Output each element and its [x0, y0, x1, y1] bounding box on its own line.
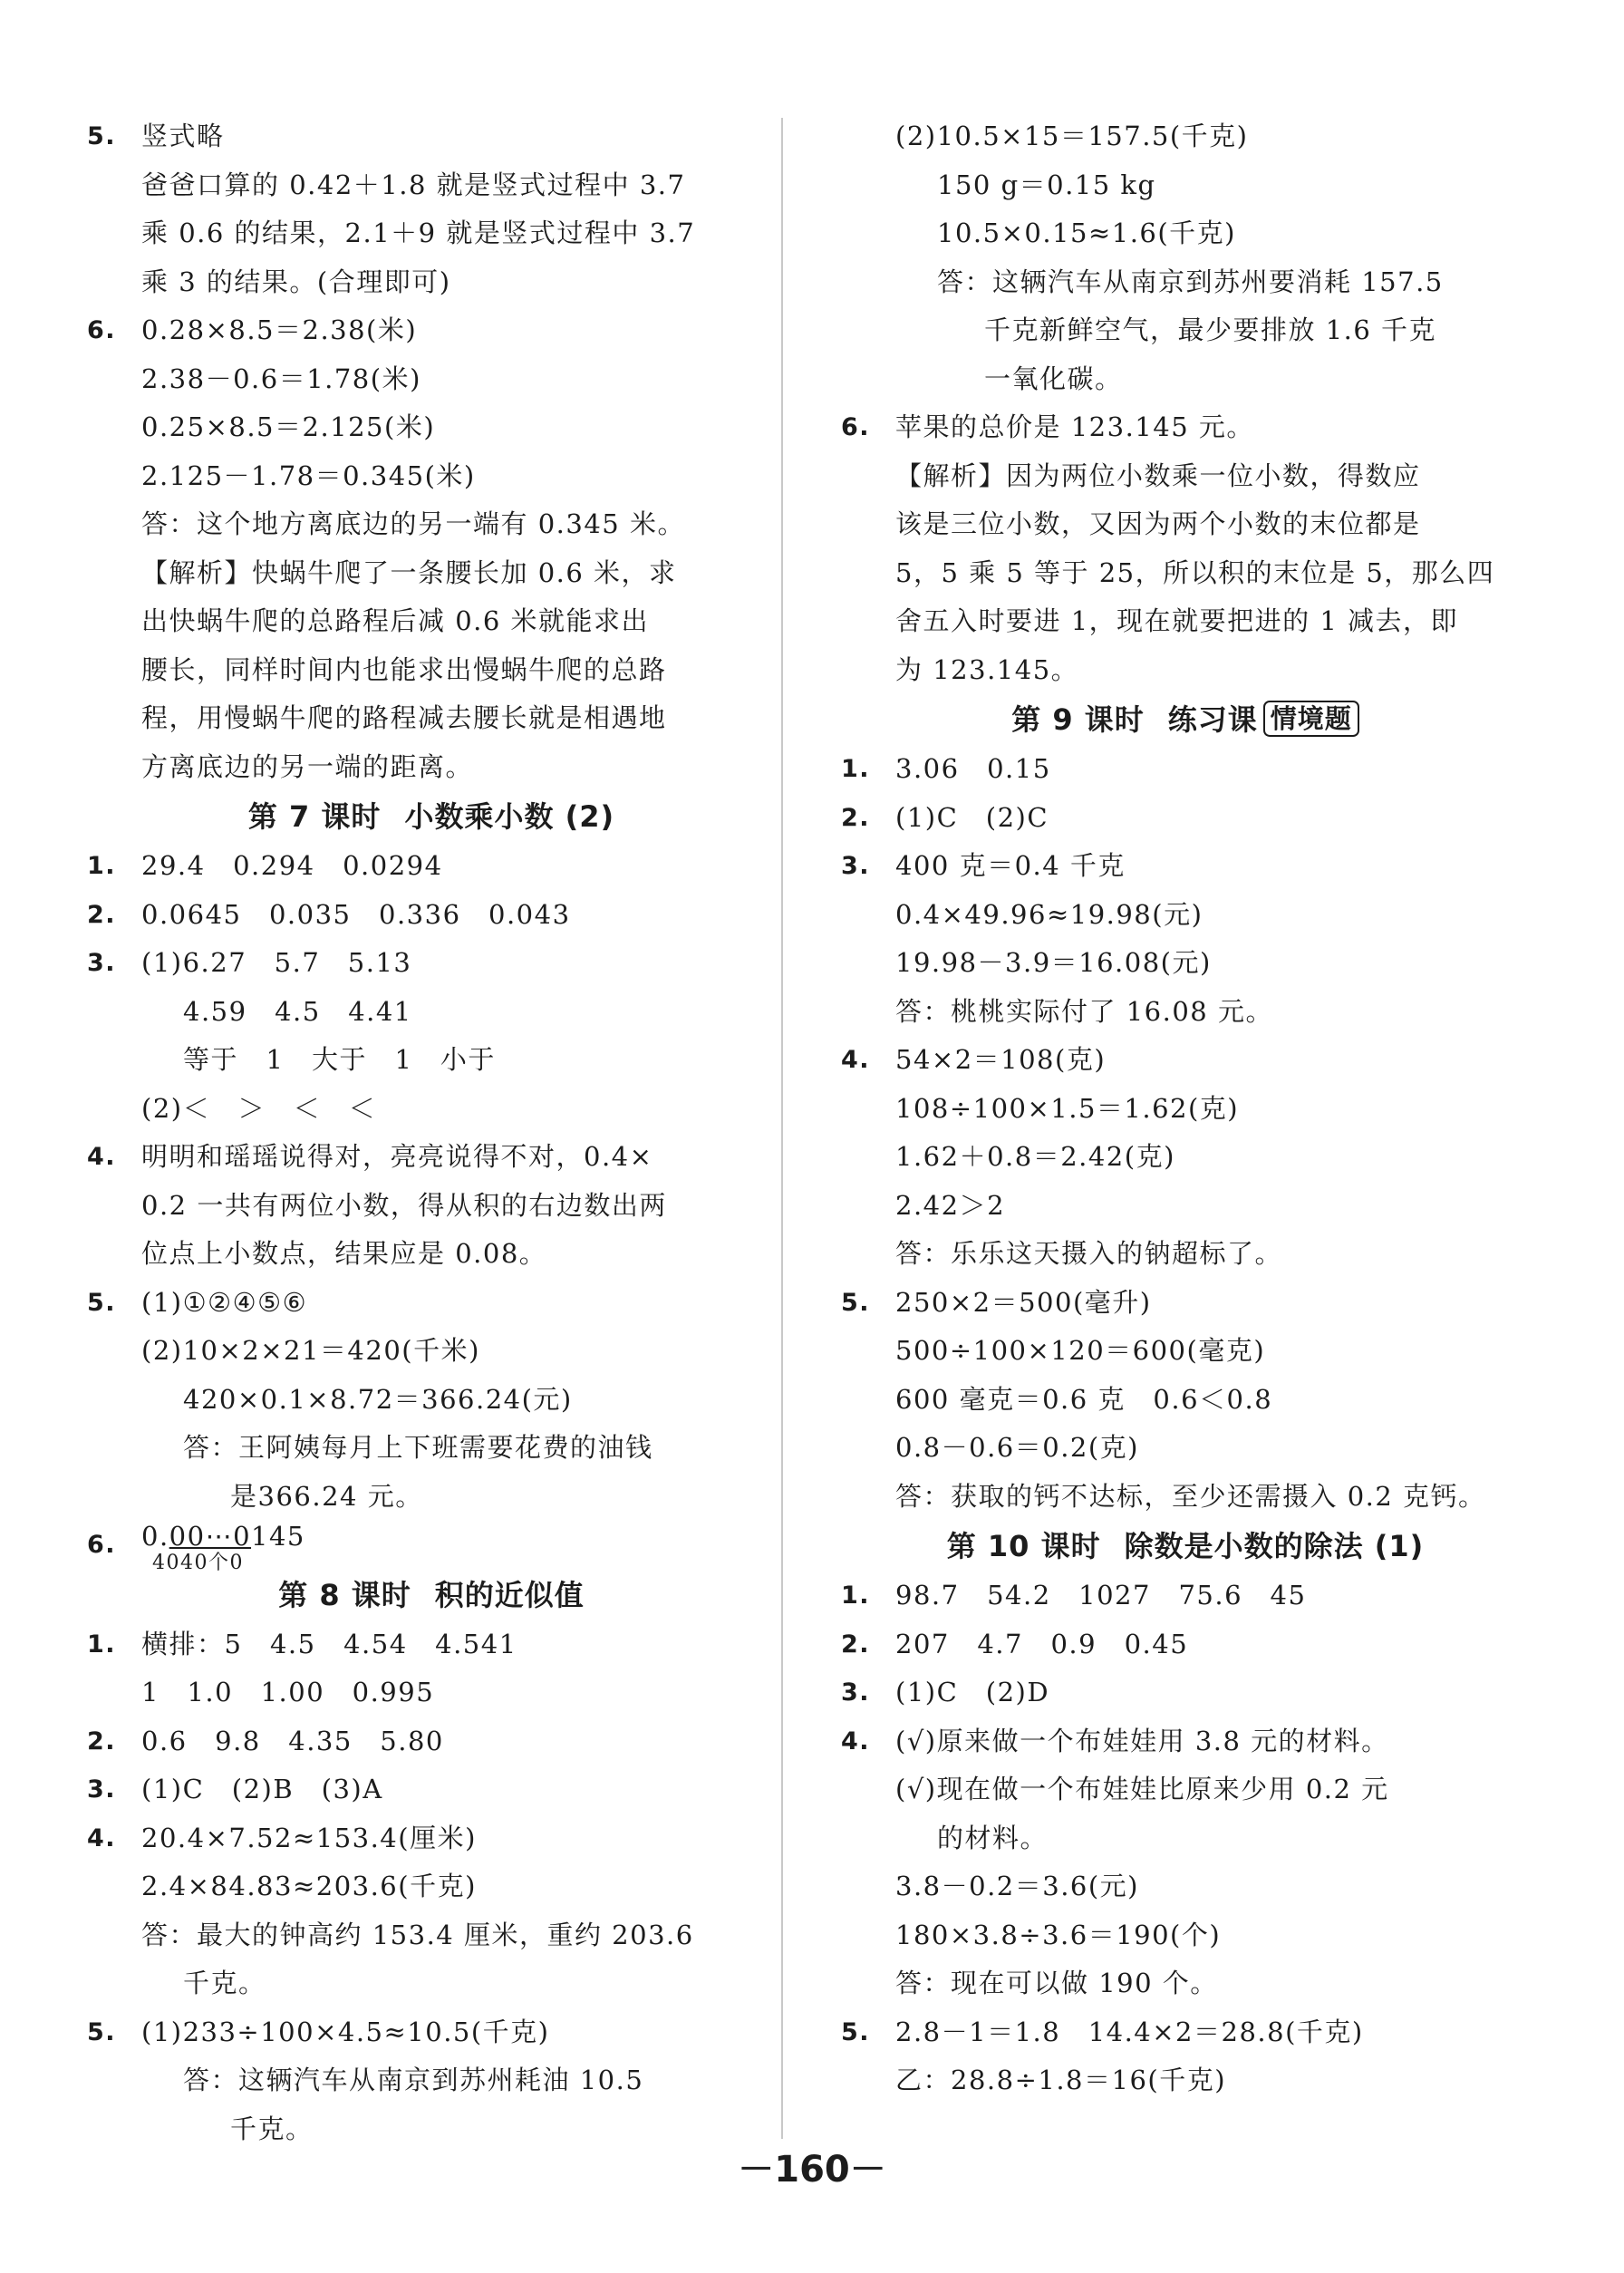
lesson-title: 小数乘小数 (2) [404, 799, 615, 834]
answer-continuation-line [87, 549, 776, 598]
answer-text: 2.42＞2 [895, 1189, 1006, 1221]
answer-continuation-line [87, 1376, 776, 1425]
answer-continuation-line [841, 1327, 1530, 1376]
answer-continuation-line [841, 258, 1530, 307]
answer-text: 2.8－1＝1.8 14.4×2＝28.8(千克) [895, 2016, 1364, 2047]
zeros-run: 00⋯0 [169, 1521, 252, 1552]
answer-continuation-line [841, 939, 1530, 988]
answer-item [841, 1279, 1530, 1328]
answer-continuation-line [87, 258, 776, 307]
answer-continuation-line [87, 2056, 776, 2105]
answer-continuation-line [87, 209, 776, 258]
answer-item [841, 1036, 1530, 1085]
item-number: 4. [87, 1823, 117, 1852]
answer-item [87, 1521, 776, 1574]
answer-text: 一氧化碳。 [984, 363, 1123, 394]
answer-continuation-line [841, 646, 1530, 695]
item-number: 4. [87, 1143, 117, 1171]
answer-text: 0.28×8.5＝2.38(米) [141, 314, 418, 345]
answer-continuation-line [841, 1959, 1530, 2008]
answer-item [87, 1279, 776, 1328]
item-number: 5. [87, 2017, 117, 2046]
answer-text: 该是三位小数，又因为两个小数的末位都是 [895, 508, 1421, 539]
answer-text: 【解析】快蜗牛爬了一条腰长加 0.6 米，求 [141, 556, 677, 588]
answer-text: 【解析】因为两位小数乘一位小数，得数应 [895, 459, 1421, 491]
answer-text: 的材料。 [937, 1822, 1049, 1853]
answer-text: 方离底边的另一端的距离。 [141, 750, 474, 782]
right-column [841, 112, 1530, 2105]
answer-text: 等于 1 大于 1 小于 [183, 1044, 496, 1075]
answer-item [841, 794, 1530, 843]
item-number: 2. [841, 1630, 871, 1659]
answer-item [841, 2008, 1530, 2057]
item-number: 1. [841, 755, 871, 783]
answer-item [87, 1717, 776, 1766]
answer-text: 5，5 乘 5 等于 25，所以积的末位是 5，那么四 [895, 556, 1495, 588]
answer-continuation-line [841, 988, 1530, 1037]
zero-count-label: 4040个0 [152, 1552, 244, 1574]
item-number: 3. [841, 1678, 871, 1707]
answer-text: 29.4 0.294 0.0294 [141, 850, 443, 881]
item-number: 5. [87, 1288, 117, 1317]
lesson-title: 练习课 [1167, 702, 1258, 737]
answer-text: 答：这个地方离底边的另一端有 0.345 米。 [141, 508, 685, 539]
answer-continuation-line [841, 161, 1530, 210]
answer-text: (2)10.5×15＝157.5(千克) [895, 121, 1249, 151]
answer-continuation-line [87, 1473, 776, 1522]
answer-continuation-line [87, 988, 776, 1037]
answer-text: 250×2＝500(毫升) [895, 1286, 1152, 1318]
answer-text: 爸爸口算的 0.42＋1.8 就是竖式过程中 3.7 [141, 169, 686, 200]
decimal-suffix: 145 [251, 1521, 305, 1552]
answer-item [841, 1717, 1530, 1766]
answer-text: 2.4×84.83≈203.6(千克) [141, 1871, 477, 1901]
answer-item [841, 1620, 1530, 1669]
answer-text: 竖式略 [141, 121, 225, 151]
item-number: 4. [841, 1727, 871, 1756]
answer-item [87, 306, 776, 355]
answer-text: 0.6 9.8 4.35 5.80 [141, 1725, 444, 1756]
answer-item [841, 1572, 1530, 1620]
answer-continuation-line [87, 1230, 776, 1279]
answer-text: 是366.24 元。 [230, 1480, 423, 1512]
item-number: 3. [841, 852, 871, 880]
answer-text: 0.8－0.6＝0.2(克) [895, 1432, 1139, 1463]
answer-continuation-line [841, 112, 1530, 161]
answer-text: 2.38－0.6＝1.78(米) [141, 363, 421, 394]
answer-item [841, 842, 1530, 891]
answer-text: 54×2＝108(克) [895, 1044, 1107, 1075]
item-number: 6. [87, 316, 117, 344]
answer-text: 108÷100×1.5＝1.62(克) [895, 1092, 1240, 1124]
answer-continuation-line [87, 403, 776, 452]
answer-text: 3.8－0.2＝3.6(元) [895, 1871, 1139, 1901]
answer-continuation-line [841, 1765, 1530, 1814]
item-number: 6. [87, 1531, 117, 1559]
answer-text: 150 g＝0.15 kg [937, 169, 1156, 200]
answer-item [87, 891, 776, 940]
item-number: 6. [841, 413, 871, 441]
page-number: －160－ [738, 2149, 886, 2191]
answer-text: 千克新鲜空气，最少要排放 1.6 千克 [984, 314, 1437, 345]
answer-continuation-line [87, 1424, 776, 1473]
answer-text: 乘 0.6 的结果，2.1＋9 就是竖式过程中 3.7 [141, 218, 696, 248]
lesson-number: 第 7 课时 [247, 799, 382, 834]
answer-text: 3.06 0.15 [895, 753, 1051, 784]
answer-text: 千克。 [183, 1968, 266, 1998]
column-divider [781, 118, 783, 2139]
answer-text: (√)现在做一个布娃娃比原来少用 0.2 元 [895, 1774, 1389, 1804]
answer-continuation-line [841, 306, 1530, 355]
answer-text: 答：获取的钙不达标，至少还需摄入 0.2 克钙。 [895, 1480, 1486, 1512]
answer-text: 为 123.145。 [895, 653, 1079, 685]
answer-continuation-line [841, 1133, 1530, 1182]
answer-text: 答：最大的钟高约 153.4 厘米，重约 203.6 [141, 1919, 694, 1950]
answer-text: 2.125－1.78＝0.345(米) [141, 459, 476, 491]
answer-text: 腰长，同样时间内也能求出慢蜗牛爬的总路 [141, 653, 667, 685]
item-number: 1. [87, 852, 117, 880]
answer-text: 180×3.8÷3.6＝190(个) [895, 1919, 1222, 1950]
answer-continuation-line [87, 355, 776, 404]
answer-text: (1)①②④⑤⑥ [141, 1286, 308, 1318]
left-column [87, 112, 776, 2153]
answer-continuation-line [87, 646, 776, 695]
answer-continuation-line [87, 452, 776, 501]
answer-text: 答：现在可以做 190 个。 [895, 1968, 1218, 1998]
answer-continuation-line [841, 209, 1530, 258]
situation-badge: 情境题 [1263, 701, 1359, 737]
answer-text: 程，用慢蜗牛爬的路程减去腰长就是相遇地 [141, 702, 667, 733]
lesson-heading [87, 1570, 776, 1620]
answer-continuation-line [841, 597, 1530, 646]
lesson-heading [841, 1521, 1530, 1572]
answer-item [87, 1620, 776, 1669]
answer-continuation-line [87, 1182, 776, 1231]
item-number: 2. [87, 900, 117, 929]
answer-continuation-line [841, 1911, 1530, 1960]
answer-text: 400 克＝0.4 千克 [895, 850, 1126, 881]
answer-text: 0.2 一共有两位小数，得从积的右边数出两 [141, 1189, 667, 1221]
item-number: 5. [841, 2017, 871, 2046]
answer-text: 1.62＋0.8＝2.42(克) [895, 1141, 1175, 1172]
answer-continuation-line [841, 1424, 1530, 1473]
item-number: 5. [87, 122, 117, 150]
answer-text: 苹果的总价是 123.145 元。 [895, 411, 1254, 442]
answer-continuation-line [87, 597, 776, 646]
answer-continuation-line [841, 2056, 1530, 2105]
answer-text: (1)C (2)B (3)A [141, 1774, 383, 1804]
item-number: 2. [87, 1727, 117, 1756]
answer-text: (1)C (2)C [895, 801, 1049, 833]
answer-text: 位点上小数点，结果应是 0.08。 [141, 1238, 547, 1269]
answer-item [87, 1133, 776, 1182]
answer-text: 答：这辆汽车从南京到苏州耗油 10.5 [183, 2065, 644, 2095]
answer-continuation-line [841, 500, 1530, 549]
item-number: 3. [87, 1775, 117, 1804]
item-number: 5. [841, 1288, 871, 1317]
lesson-heading [841, 694, 1530, 745]
answer-continuation-line [87, 1668, 776, 1717]
answer-text: 千克。 [230, 2113, 314, 2144]
item-number: 3. [87, 949, 117, 977]
answer-continuation-line [87, 1959, 776, 2008]
answer-continuation-line [841, 1862, 1530, 1911]
answer-text: 明明和瑶瑶说得对，亮亮说得不对，0.4× [141, 1141, 653, 1172]
item-number: 1. [841, 1581, 871, 1610]
answer-text: 答：乐乐这天摄入的钠超标了。 [895, 1238, 1283, 1269]
answer-text: 乘 3 的结果。(合理即可) [141, 266, 451, 297]
answer-continuation-line [841, 1473, 1530, 1522]
answer-text: 420×0.1×8.72＝366.24(元) [183, 1383, 573, 1415]
answer-continuation-line [841, 891, 1530, 940]
answer-continuation-line [87, 1862, 776, 1911]
answer-text: 出快蜗牛爬的总路程后减 0.6 米就能求出 [141, 605, 650, 636]
item-number: 2. [841, 803, 871, 832]
answer-text: (1)233÷100×4.5≈10.5(千克) [141, 2016, 550, 2047]
answer-continuation-line [841, 1085, 1530, 1134]
answer-text: 10.5×0.15≈1.6(千克) [937, 218, 1236, 248]
zero-count-expression [141, 1521, 305, 1574]
answer-item [841, 403, 1530, 452]
answer-continuation-line [841, 1182, 1530, 1231]
lesson-number: 第 9 课时 [1011, 702, 1145, 737]
answer-text: 答：王阿姨每月上下班需要花费的油钱 [183, 1432, 653, 1463]
answer-text: 乙：28.8÷1.8＝16(千克) [895, 2065, 1227, 2095]
answer-text: 0.25×8.5＝2.125(米) [141, 411, 436, 442]
answer-text: 1 1.0 1.00 0.995 [141, 1677, 435, 1707]
item-number: 1. [87, 1630, 117, 1659]
answer-text: (2)＜ ＞ ＜ ＜ [141, 1092, 377, 1124]
item-number: 4. [841, 1046, 871, 1074]
answer-text: 0.0645 0.035 0.336 0.043 [141, 898, 571, 930]
answer-continuation-line [87, 694, 776, 743]
answer-text: 0.4×49.96≈19.98(元) [895, 898, 1204, 930]
answer-continuation-line [87, 500, 776, 549]
answer-text: 500÷100×120＝600(毫克) [895, 1335, 1266, 1366]
answer-item [87, 2008, 776, 2057]
answer-item [87, 939, 776, 988]
answer-continuation-line [87, 161, 776, 210]
answer-item [87, 842, 776, 891]
answer-text: 19.98－3.9＝16.08(元) [895, 947, 1212, 978]
answer-continuation-line [841, 549, 1530, 598]
answer-text: 600 毫克＝0.6 克 0.6＜0.8 [895, 1383, 1273, 1415]
answer-text: 20.4×7.52≈153.4(厘米) [141, 1822, 477, 1853]
answer-continuation-line [841, 1814, 1530, 1863]
answer-text: 4.59 4.5 4.41 [183, 995, 412, 1027]
lesson-heading [87, 791, 776, 842]
answer-text: 207 4.7 0.9 0.45 [895, 1628, 1189, 1659]
answer-text: (2)10×2×21＝420(千米) [141, 1335, 480, 1366]
answer-continuation-line [87, 1085, 776, 1134]
answer-continuation-line [841, 355, 1530, 404]
answer-item [841, 745, 1530, 794]
answer-item [841, 1668, 1530, 1717]
lesson-number: 第 10 课时 [946, 1529, 1101, 1563]
answer-item [87, 1814, 776, 1863]
answer-continuation-line [87, 743, 776, 792]
answer-text: 横排：5 4.5 4.54 4.541 [141, 1628, 517, 1659]
answer-continuation-line [87, 1911, 776, 1960]
answer-continuation-line [87, 1036, 776, 1085]
answer-text: (1)C (2)D [895, 1677, 1050, 1707]
lesson-title: 除数是小数的除法 (1) [1124, 1529, 1425, 1563]
decimal-prefix: 0. [141, 1521, 169, 1552]
answer-continuation-line [841, 1230, 1530, 1279]
answer-text: 答：桃桃实际付了 16.08 元。 [895, 995, 1273, 1027]
answer-continuation-line [841, 1376, 1530, 1425]
answer-text: 答：这辆汽车从南京到苏州要消耗 157.5 [937, 266, 1444, 297]
lesson-title: 积的近似值 [434, 1577, 585, 1612]
answer-continuation-line [841, 452, 1530, 501]
answer-text: (1)6.27 5.7 5.13 [141, 947, 412, 978]
answer-continuation-line [87, 1327, 776, 1376]
answer-item [87, 1765, 776, 1814]
lesson-number: 第 8 课时 [278, 1577, 411, 1612]
answer-text: 98.7 54.2 1027 75.6 45 [895, 1580, 1307, 1610]
answer-item [87, 112, 776, 161]
answer-text: (√)原来做一个布娃娃用 3.8 元的材料。 [895, 1725, 1389, 1756]
answer-text: 舍五入时要进 1，现在就要把进的 1 减去，即 [895, 605, 1459, 636]
